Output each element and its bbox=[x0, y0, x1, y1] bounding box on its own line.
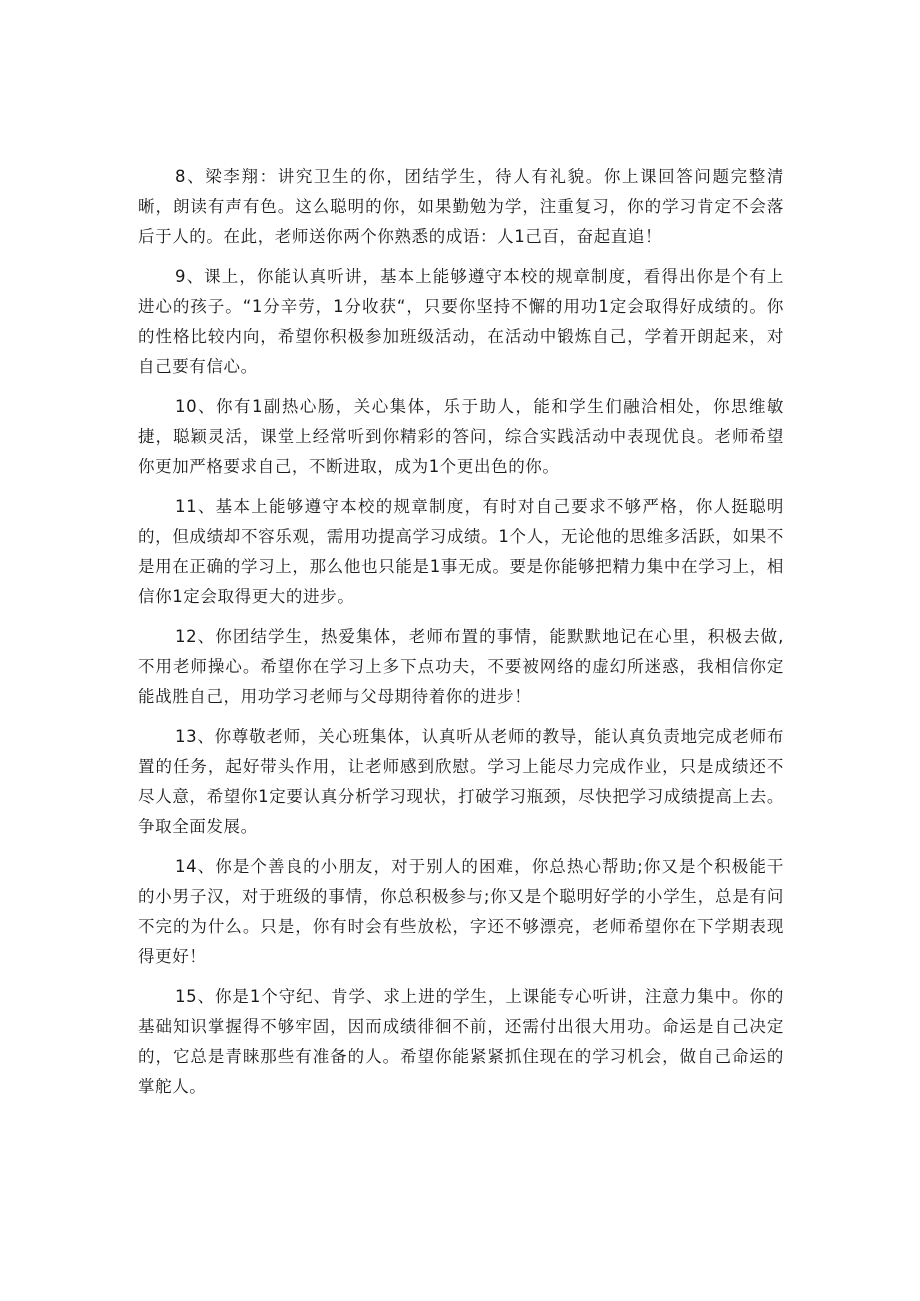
comment-paragraph-11: 11、基本上能够遵守本校的规章制度，有时对自己要求不够严格，你人挺聪明的，但成绩却不容乐观，需用功提高学习成绩。1个人，无论他的思维多活跃，如果不是用在正确的学习上，那么他也只能是1事无成。要是你能够把精力集中在学习上，相信你1定会取得更大的进步。 bbox=[138, 497, 784, 606]
comment-paragraph-12: 12、你团结学生，热爱集体，老师布置的事情，能默默地记在心里，积极去做,不用老师操心。希望你在学习上多下点功夫，不要被网络的虚幻所迷惑，我相信你定能战胜自己，用功学习老师与父母期待着你的进步！ bbox=[138, 627, 784, 706]
comment-paragraph-9: 9、课上，你能认真听讲，基本上能够遵守本校的规章制度，看得出你是个有上进心的孩子。“1分辛劳，1分收获“，只要你坚持不懈的用功1定会取得好成绩的。你的性格比较内向，希望你积极参加班级活动，在活动中锻炼自己，学着开朗起来，对自己要有信心。 bbox=[138, 267, 784, 376]
comment-paragraph-10: 10、你有1副热心肠，关心集体，乐于助人，能和学生们融洽相处，你思维敏捷，聪颖灵活，课堂上经常听到你精彩的答问，综合实践活动中表现优良。老师希望你更加严格要求自己，不断进取，成为1个更出色的你。 bbox=[138, 397, 784, 476]
document-body bbox=[138, 162, 784, 1112]
comment-paragraph-13: 13、你尊敬老师，关心班集体，认真听从老师的教导，能认真负责地完成老师布置的任务，起好带头作用，让老师感到欣慰。学习上能尽力完成作业，只是成绩还不尽人意，希望你1定要认真分析学习现状，打破学习瓶颈，尽快把学习成绩提高上去。争取全面发展。 bbox=[138, 727, 784, 836]
comment-paragraph-14: 14、你是个善良的小朋友，对于别人的困难，你总热心帮助;你又是个积极能干的小男子汉，对于班级的事情，你总积极参与;你又是个聪明好学的小学生，总是有问不完的为什么。只是，你有时会有些放松，字还不够漂亮，老师希望你在下学期表现得更好！ bbox=[138, 857, 784, 966]
comment-paragraph-8: 8、梁李翔：讲究卫生的你，团结学生，待人有礼貌。你上课回答问题完整清晰，朗读有声有色。这么聪明的你，如果勤勉为学，注重复习，你的学习肯定不会落后于人的。在此，老师送你两个你熟悉的成语：人1己百，奋起直追！ bbox=[138, 167, 784, 246]
comment-paragraph-15: 15、你是1个守纪、肯学、求上进的学生，上课能专心听讲，注意力集中。你的基础知识掌握得不够牢固，因而成绩徘徊不前，还需付出很大用功。命运是自己决定的，它总是青睐那些有准备的人。希望你能紧紧抓住现在的学习机会，做自己命运的掌舵人。 bbox=[138, 987, 784, 1096]
